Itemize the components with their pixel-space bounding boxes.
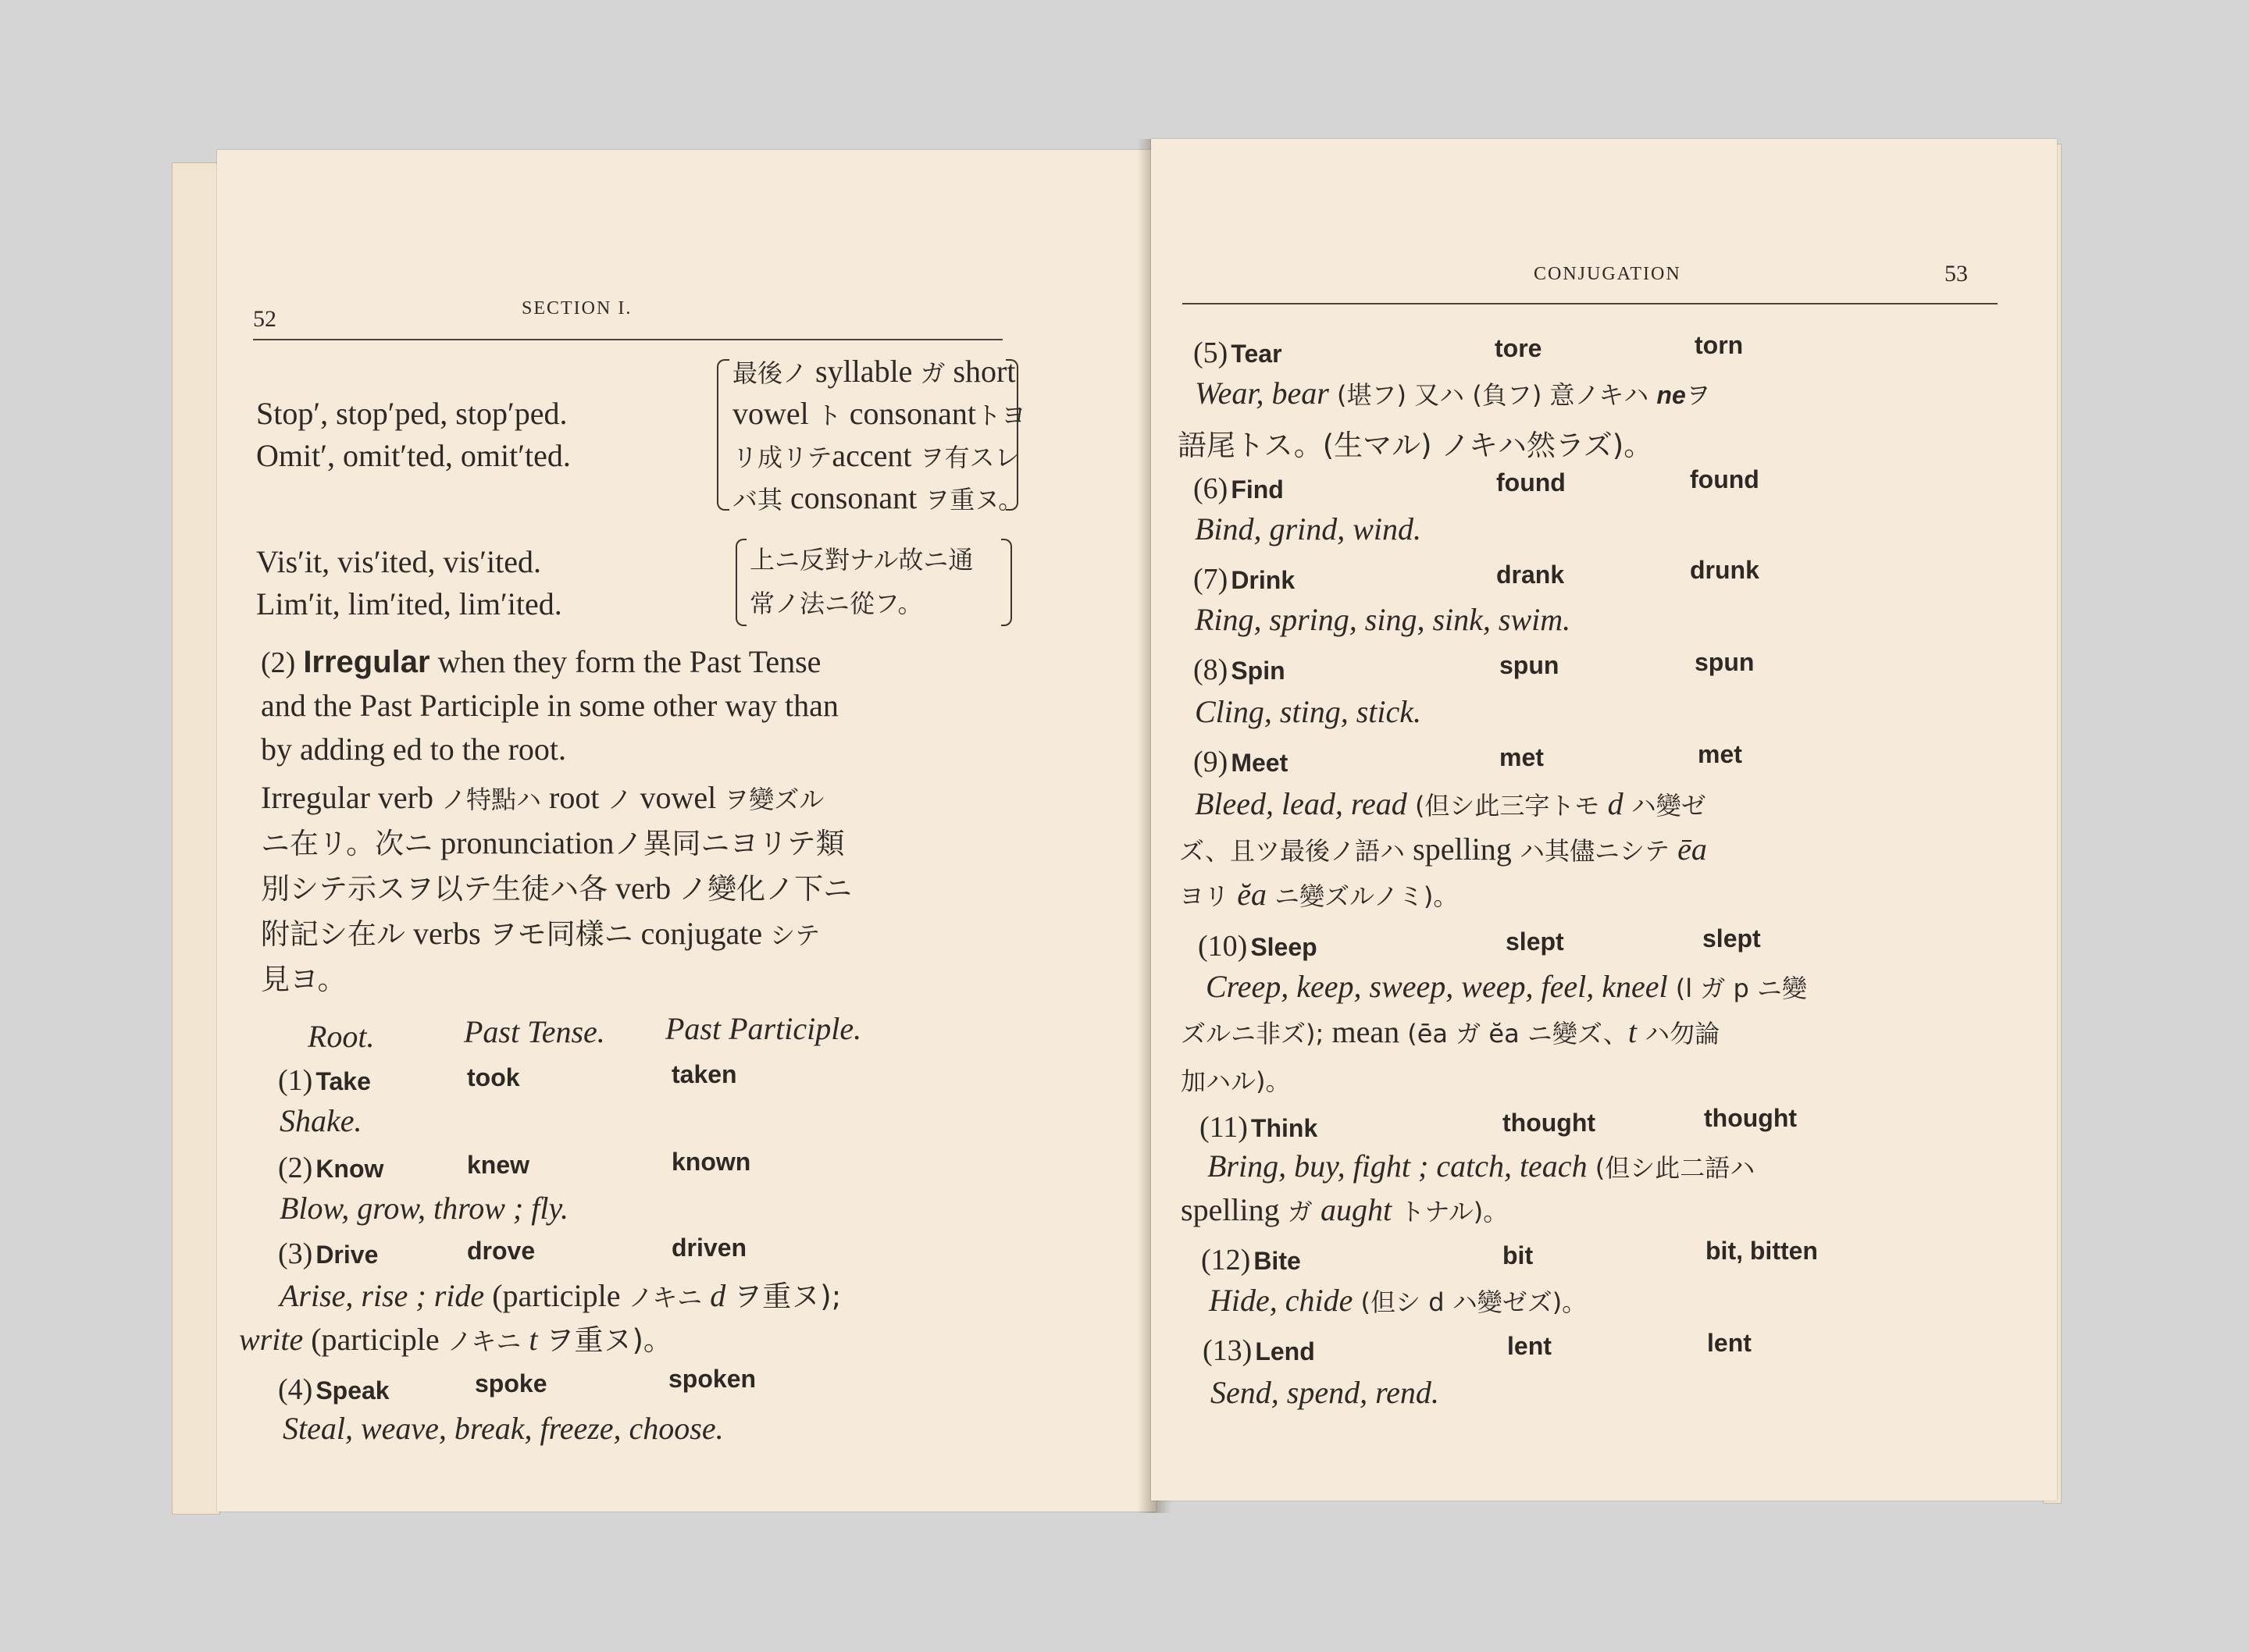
similar-verbs: Bind, grind, wind. <box>1195 511 1422 547</box>
verb-note: ヨリ ĕa ニ變ズルノミ)。 <box>1179 877 1459 912</box>
verb-entry: (6) Find <box>1193 472 1284 505</box>
paragraph-line: and the Past Participle in some other way than <box>261 688 839 723</box>
example-line: Stop′, stop′ped, stop′ped. <box>256 396 568 431</box>
verb-participle: taken <box>672 1060 737 1088</box>
verb-entry: (3) Drive <box>278 1237 379 1270</box>
page-number: 52 <box>253 306 276 332</box>
open-book <box>169 139 2062 1529</box>
verb-participle: drunk <box>1690 556 1759 584</box>
page-stack-left <box>172 162 220 1515</box>
column-header-past: Past Tense. <box>464 1014 605 1049</box>
verb-past: spoke <box>475 1369 547 1397</box>
verb-note: spelling ガ aught トナル)。 <box>1181 1192 1509 1227</box>
right-brace <box>1001 539 1012 626</box>
verb-entry: (9) Meet <box>1193 746 1288 778</box>
similar-verbs: write (participle ノキニ t ヲ重ヌ)。 <box>239 1322 672 1357</box>
similar-verbs: Arise, rise ; ride (participle ノキニ d ヲ重ヌ); <box>280 1278 842 1313</box>
verb-participle: met <box>1698 740 1742 768</box>
jp-paragraph-line: 別シテ示スヲ以テ生徒ハ各 verb ノ變化ノ下ニ <box>261 871 853 906</box>
similar-verbs: Send, spend, rend. <box>1210 1375 1439 1410</box>
similar-verbs: Ring, spring, sing, sink, swim. <box>1195 602 1571 637</box>
page-number: 53 <box>1944 261 1968 287</box>
left-page <box>217 150 1156 1511</box>
note-line: バ其 consonant ヲ重ヌ。 <box>732 480 1024 515</box>
verb-note: ズルニ非ズ); mean (ēa ガ ĕa ニ變ズ、t ハ勿論 <box>1181 1014 1720 1049</box>
verb-entry: (12) Bite <box>1201 1244 1301 1276</box>
verb-entry: (7) Drink <box>1193 563 1296 596</box>
verb-note: 加ハル)。 <box>1181 1066 1291 1096</box>
similar-verbs: Cling, sting, stick. <box>1195 694 1421 729</box>
example-line: Omit′, omit′ted, omit′ted. <box>256 438 571 473</box>
verb-entry: (1) Take <box>278 1064 371 1097</box>
verb-note: ズ、且ツ最後ノ語ハ spelling ハ其儘ニシテ ēa <box>1179 831 1707 867</box>
jp-paragraph-line: 附記シ在ル verbs ヲモ同樣ニ conjugate シテ <box>261 916 821 951</box>
verb-past: met <box>1499 743 1544 771</box>
note-line: vowel ト consonantトヨ <box>732 396 1026 431</box>
verb-participle: torn <box>1695 331 1744 359</box>
verb-past: slept <box>1506 927 1564 956</box>
verb-participle: lent <box>1707 1329 1752 1357</box>
note-line: 上ニ反對ナル故ニ通 <box>750 545 974 575</box>
running-header: CONJUGATION <box>1534 264 1681 284</box>
verb-note: Bleed, lead, read (但シ此三字トモ d ハ變ゼ <box>1195 786 1706 821</box>
jp-paragraph-line: Irregular verb ノ特點ハ root ノ vowel ヲ變ズル <box>261 780 825 815</box>
verb-note: Wear, bear (堪フ) 又ハ (負フ) 意ノキハ neヲ <box>1195 376 1711 411</box>
verb-entry: (11) Think <box>1199 1111 1318 1144</box>
example-line: Lim′it, lim′ited, lim′ited. <box>256 586 562 621</box>
verb-past: thought <box>1502 1109 1596 1137</box>
note-line: 最後ノ syllable ガ short <box>732 354 1016 389</box>
verb-participle: known <box>672 1148 751 1176</box>
header-rule <box>253 339 1003 340</box>
verb-participle: found <box>1690 465 1759 493</box>
verb-entry: (4) Speak <box>278 1373 390 1406</box>
verb-note: Creep, keep, sweep, weep, feel, kneel (l ガ p ニ變 <box>1206 969 1807 1004</box>
example-line: Vis′it, vis′ited, vis′ited. <box>256 544 541 579</box>
verb-past: tore <box>1495 334 1542 362</box>
verb-past: took <box>467 1063 520 1091</box>
note-line: 常ノ法ニ從フ。 <box>750 589 923 618</box>
verb-note: Hide, chide (但シ d ハ變ゼズ)。 <box>1209 1283 1588 1318</box>
verb-participle: spoken <box>668 1365 757 1393</box>
right-page <box>1151 139 2057 1501</box>
paragraph-line: by adding ed to the root. <box>261 732 567 767</box>
verb-entry: (10) Sleep <box>1198 930 1317 963</box>
left-brace <box>717 359 729 511</box>
irregular-heading: (2) Irregular when they form the Past Tense <box>261 644 822 679</box>
verb-past: found <box>1496 468 1566 497</box>
verb-participle: spun <box>1695 648 1755 676</box>
verb-past: drove <box>467 1237 536 1265</box>
similar-verbs: Blow, grow, throw ; fly. <box>280 1191 569 1226</box>
similar-verbs: Steal, weave, break, freeze, choose. <box>283 1411 724 1446</box>
verb-note: 語尾トス。(生マル) ノキハ然ラズ)。 <box>1178 429 1653 462</box>
left-brace <box>736 539 747 626</box>
column-header-root: Root. <box>308 1019 375 1054</box>
verb-entry: (2) Know <box>278 1152 384 1184</box>
jp-paragraph-line: 見ヨ。 <box>261 963 347 996</box>
verb-past: bit <box>1502 1241 1534 1269</box>
verb-participle: thought <box>1704 1104 1798 1132</box>
verb-participle: slept <box>1702 924 1761 952</box>
verb-past: lent <box>1507 1332 1552 1360</box>
verb-note: Bring, buy, fight ; catch, teach (但シ此二語ハ <box>1207 1148 1755 1184</box>
verb-entry: (8) Spin <box>1193 653 1285 686</box>
similar-verbs: Shake. <box>280 1103 362 1138</box>
note-line: リ成リテaccent ヲ有スレ <box>732 438 1020 473</box>
column-header-participle: Past Participle. <box>665 1011 862 1046</box>
verb-participle: driven <box>672 1234 747 1262</box>
verb-past: drank <box>1496 561 1565 589</box>
verb-past: spun <box>1499 651 1559 679</box>
verb-past: knew <box>467 1151 530 1179</box>
header-rule <box>1182 303 1998 304</box>
running-header: SECTION I. <box>522 298 633 319</box>
jp-paragraph-line: ニ在リ。次ニ pronunciationノ異同ニヨリテ類 <box>261 825 845 860</box>
verb-entry: (5) Tear <box>1193 336 1282 369</box>
verb-entry: (13) Lend <box>1203 1334 1315 1367</box>
verb-participle: bit, bitten <box>1705 1237 1818 1265</box>
